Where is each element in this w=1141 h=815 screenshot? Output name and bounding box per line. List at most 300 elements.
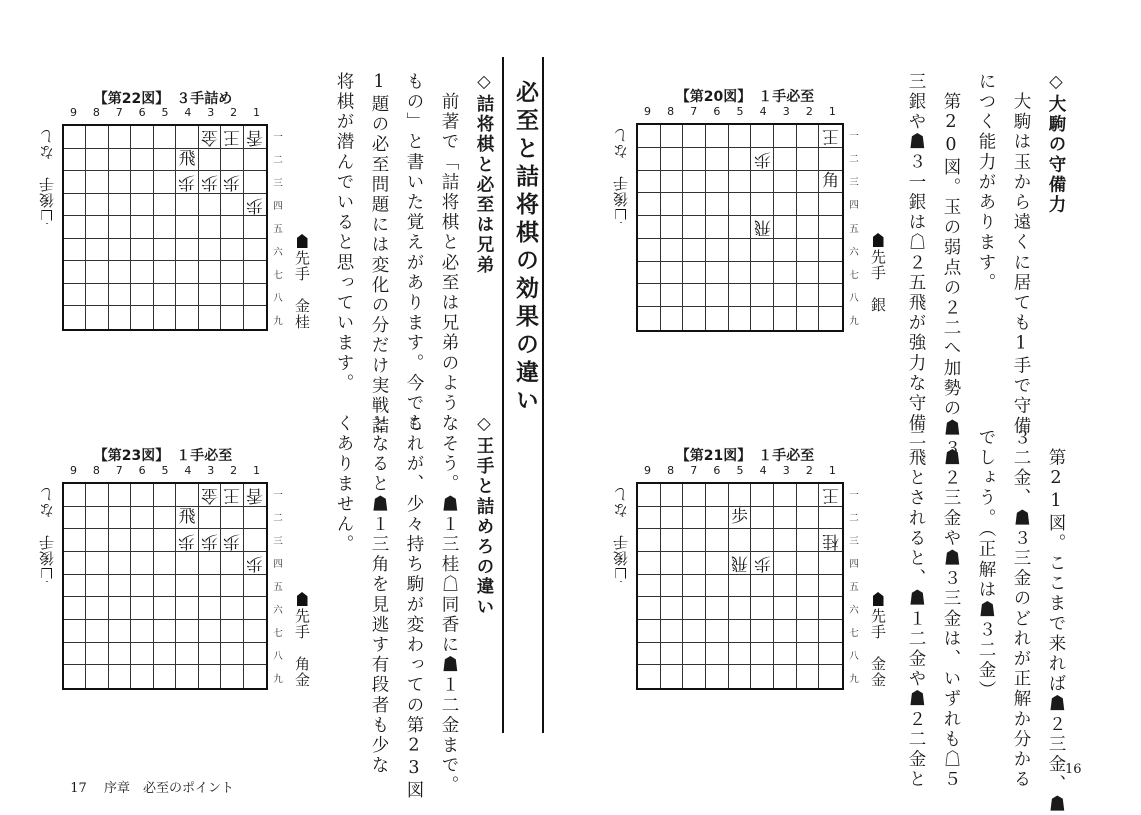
piece-gote: 王 (223, 127, 241, 148)
page-number-right: 16 (1065, 762, 1082, 777)
board-square (176, 665, 198, 688)
board-square (661, 216, 684, 239)
board-square (661, 307, 684, 330)
board-square (661, 148, 684, 171)
board-square (154, 261, 176, 284)
board-square (221, 239, 243, 262)
board-square (109, 552, 131, 575)
board-square (774, 148, 797, 171)
board-square (154, 597, 176, 620)
gote-pieces-in-hand: なし (38, 128, 56, 160)
board-square (64, 620, 86, 643)
diagram-title: 【第22図】 ３手詰め (93, 91, 233, 107)
board-square (751, 529, 774, 552)
board-square (244, 484, 266, 507)
sente-hand (868, 592, 889, 688)
board-square (706, 575, 729, 598)
file-label: 7 (690, 464, 698, 477)
board-square (176, 484, 198, 507)
board-square (86, 665, 108, 688)
board-square (131, 239, 153, 262)
board-square (176, 507, 198, 530)
board-square (706, 216, 729, 239)
board-square (131, 529, 153, 552)
board-square (221, 171, 243, 194)
rank-label: 九 (849, 316, 859, 328)
chapter-title: 必至のポイント (142, 781, 234, 796)
chapter-label: 序章 (103, 781, 130, 796)
board-square (199, 597, 221, 620)
board-square (154, 529, 176, 552)
rank-label: 五 (849, 223, 859, 235)
board-square (774, 665, 797, 688)
piece-gote: 金 (200, 485, 218, 506)
sente-label: 先手 (293, 250, 311, 282)
board-square (221, 216, 243, 239)
board-square (819, 216, 842, 239)
board-square (683, 507, 706, 530)
board-square (199, 507, 221, 530)
board-square (819, 552, 842, 575)
board-square (86, 643, 108, 666)
board-square (244, 507, 266, 530)
sente-mark-icon (873, 233, 884, 247)
file-label: 2 (805, 464, 813, 477)
rank-label: 六 (849, 246, 859, 258)
file-label: 1 (253, 464, 261, 477)
board-square (244, 126, 266, 149)
board-square (176, 171, 198, 194)
section-heading: ◇詰将棋と必至は兄弟 (474, 72, 494, 276)
board-square (774, 620, 797, 643)
file-label: 8 (667, 464, 675, 477)
board-square (176, 149, 198, 172)
board-square (729, 484, 752, 507)
file-label: 4 (184, 106, 192, 119)
board-square (109, 484, 131, 507)
board-square (199, 552, 221, 575)
rank-label: 一 (273, 131, 283, 143)
board-square (797, 171, 820, 194)
board-square (109, 575, 131, 598)
rank-label: 五 (849, 582, 859, 593)
board-square (221, 194, 243, 217)
board-square (154, 507, 176, 530)
board-square (176, 239, 198, 262)
sente-pieces-in-hand: 金桂 (293, 298, 311, 330)
file-label: 2 (230, 464, 238, 477)
board-square (797, 284, 820, 307)
file-label: 9 (644, 105, 652, 118)
board-square (706, 171, 729, 194)
board-square (638, 307, 661, 330)
board-square (638, 529, 661, 552)
gote-mark-icon (616, 568, 627, 582)
board-square (154, 239, 176, 262)
board-square (154, 643, 176, 666)
file-label: 5 (161, 464, 169, 477)
board-square (774, 171, 797, 194)
board-square (131, 575, 153, 598)
rank-label: 八 (849, 651, 859, 663)
rank-label: 八 (273, 651, 283, 663)
board-square (683, 125, 706, 148)
board-square (706, 239, 729, 262)
board-square (154, 665, 176, 688)
board-square (244, 239, 266, 262)
rank-label: 五 (273, 223, 283, 235)
board-square (244, 575, 266, 598)
board-square (86, 507, 108, 530)
board-square (661, 484, 684, 507)
board-square (706, 284, 729, 307)
board-square (638, 665, 661, 688)
rank-label: 六 (849, 605, 859, 617)
board-square (221, 620, 243, 643)
section-heading: ◇王手と詰めろの違い (474, 414, 494, 618)
board-square (199, 216, 221, 239)
board-square (221, 126, 243, 149)
rank-label: 七 (273, 269, 283, 281)
board-square (797, 148, 820, 171)
board-square (797, 620, 820, 643)
board-square (729, 216, 752, 239)
board-square (683, 262, 706, 285)
board-square (109, 239, 131, 262)
shogi-board (62, 482, 268, 690)
board-square (64, 484, 86, 507)
board-square (751, 507, 774, 530)
board-square (199, 194, 221, 217)
board-square (819, 484, 842, 507)
board-square (199, 643, 221, 666)
board-square (221, 643, 243, 666)
board-square (176, 643, 198, 666)
rank-label: 二 (849, 512, 859, 524)
board-square (86, 575, 108, 598)
sente-mark-icon (297, 592, 308, 606)
board-square (751, 307, 774, 330)
board-square (154, 284, 176, 307)
board-square (131, 149, 153, 172)
diagram-title: 【第23図】 １手必至 (93, 448, 233, 464)
board-square (154, 484, 176, 507)
board-square (638, 216, 661, 239)
file-label: 8 (92, 106, 100, 119)
board-square (797, 307, 820, 330)
board-square (819, 125, 842, 148)
piece-gote: 金 (200, 127, 218, 148)
board-square (199, 126, 221, 149)
sente-hand (292, 592, 313, 688)
board-square (244, 171, 266, 194)
board-square (64, 665, 86, 688)
board-square (64, 597, 86, 620)
board-square (199, 529, 221, 552)
text-column: ３二金、☗３三金のどれが正解か分かる (1011, 428, 1031, 790)
board-square (774, 643, 797, 666)
board-square (64, 149, 86, 172)
board-square (109, 306, 131, 329)
sente-mark-icon (873, 592, 884, 606)
shogi-board (636, 123, 844, 332)
board-square (683, 171, 706, 194)
piece-gote: 王 (223, 485, 241, 506)
board-square (109, 126, 131, 149)
board-square (199, 484, 221, 507)
sente-label: 先手 (293, 608, 311, 640)
file-label: 2 (230, 106, 238, 119)
board-square (221, 665, 243, 688)
board-square (131, 261, 153, 284)
board-square (683, 193, 706, 216)
gote-label: 後手 (612, 175, 630, 207)
file-label: 4 (184, 464, 192, 477)
file-label: 5 (736, 464, 744, 477)
board-square (221, 597, 243, 620)
board-square (751, 239, 774, 262)
board-square (729, 262, 752, 285)
board-square (706, 529, 729, 552)
board-square (638, 284, 661, 307)
rank-label: 二 (273, 512, 283, 524)
board-square (751, 643, 774, 666)
board-square (86, 284, 108, 307)
board-square (176, 126, 198, 149)
board-square (176, 306, 198, 329)
footer-left (62, 762, 234, 796)
board-square (774, 262, 797, 285)
board-square (729, 171, 752, 194)
board-square (683, 484, 706, 507)
board-square (638, 643, 661, 666)
gote-pieces-in-hand: なし (612, 127, 630, 159)
board-square (64, 261, 86, 284)
board-square (86, 171, 108, 194)
board-square (706, 620, 729, 643)
board-square (819, 507, 842, 530)
file-label: 5 (161, 106, 169, 119)
board-square (154, 126, 176, 149)
board-square (683, 529, 706, 552)
file-label: 1 (253, 106, 261, 119)
board-square (683, 284, 706, 307)
board-square (683, 643, 706, 666)
file-label: 9 (69, 106, 77, 119)
board-square (221, 529, 243, 552)
board-square (797, 597, 820, 620)
rank-label: 一 (849, 130, 859, 142)
board-square (819, 643, 842, 666)
text-column: 三銀や☗３一銀は☖２五飛が強力な守備 (906, 72, 926, 434)
board-square (86, 194, 108, 217)
board-square (797, 193, 820, 216)
board-square (199, 171, 221, 194)
piece-gote: 歩 (246, 194, 264, 215)
board-square (751, 575, 774, 598)
piece-sente: 角 (822, 170, 840, 191)
text-column: 前著で「詰将棋と必至は兄弟のような (439, 72, 459, 434)
board-square (729, 643, 752, 666)
piece-gote: 王 (822, 126, 840, 147)
board-square (638, 125, 661, 148)
board-square (751, 148, 774, 171)
divider-rule-right (542, 57, 544, 733)
board-square (683, 620, 706, 643)
text-column: でしょう。（正解は☗３二金） (976, 428, 996, 701)
file-label: 1 (828, 105, 836, 118)
piece-gote: 桂 (822, 530, 840, 551)
rank-label: 九 (273, 315, 283, 327)
text-column: そう。☗１三桂☖同香に☗１二金まで。 (439, 414, 459, 796)
board-square (176, 216, 198, 239)
board-square (154, 194, 176, 217)
file-label: 3 (207, 106, 215, 119)
board-square (109, 507, 131, 530)
board-square (706, 597, 729, 620)
file-label: 6 (138, 106, 146, 119)
board-square (131, 643, 153, 666)
board-square (131, 552, 153, 575)
rank-label: 八 (849, 293, 859, 305)
board-square (199, 239, 221, 262)
sente-mark-icon (297, 234, 308, 248)
sente-hand (292, 234, 313, 330)
piece-gote: 飛 (753, 217, 771, 238)
board-square (706, 643, 729, 666)
gote-pieces-in-hand: なし (612, 486, 630, 518)
board-square (751, 484, 774, 507)
board-square (638, 620, 661, 643)
board-square (819, 284, 842, 307)
board-square (86, 529, 108, 552)
piece-gote: 歩 (223, 530, 241, 551)
board-square (244, 597, 266, 620)
gote-label: 後手 (612, 534, 630, 566)
board-square (774, 284, 797, 307)
file-label: 4 (759, 464, 767, 477)
board-square (661, 665, 684, 688)
board-square (154, 171, 176, 194)
piece-sente: 歩 (730, 506, 748, 527)
board-square (131, 665, 153, 688)
piece-gote: 香 (246, 127, 264, 148)
file-label: 5 (736, 105, 744, 118)
board-square (751, 552, 774, 575)
rank-label: 三 (273, 535, 283, 547)
board-square (819, 262, 842, 285)
board-square (819, 193, 842, 216)
board-square (797, 575, 820, 598)
board-square (176, 575, 198, 598)
board-square (706, 148, 729, 171)
board-square (109, 529, 131, 552)
board-square (221, 552, 243, 575)
board-square (109, 597, 131, 620)
board-square (131, 306, 153, 329)
sente-pieces-in-hand: 金金 (869, 656, 887, 688)
board-square (751, 262, 774, 285)
gote-hand (36, 486, 57, 582)
board-square (797, 239, 820, 262)
rank-label: 五 (273, 582, 283, 593)
board-square (244, 643, 266, 666)
board-square (706, 507, 729, 530)
board-square (774, 125, 797, 148)
file-label: 4 (759, 105, 767, 118)
board-square (661, 171, 684, 194)
board-square (154, 552, 176, 575)
board-square (661, 529, 684, 552)
board-square (244, 261, 266, 284)
board-square (131, 484, 153, 507)
board-square (244, 284, 266, 307)
board-square (638, 484, 661, 507)
board-square (729, 239, 752, 262)
board-square (64, 126, 86, 149)
board-square (661, 620, 684, 643)
board-square (86, 552, 108, 575)
board-square (131, 216, 153, 239)
board-square (638, 552, 661, 575)
board-square (176, 261, 198, 284)
board-square (751, 284, 774, 307)
board-square (109, 643, 131, 666)
board-square (751, 665, 774, 688)
board-square (751, 193, 774, 216)
rank-label: 四 (273, 200, 283, 212)
piece-gote: 飛 (730, 553, 748, 574)
file-label: 7 (115, 464, 123, 477)
file-label: 7 (115, 106, 123, 119)
board-square (86, 216, 108, 239)
board-square (176, 529, 198, 552)
board-square (199, 620, 221, 643)
board-square (244, 552, 266, 575)
board-square (86, 261, 108, 284)
board-square (774, 239, 797, 262)
board-square (64, 216, 86, 239)
board-square (154, 306, 176, 329)
board-square (706, 125, 729, 148)
board-square (244, 306, 266, 329)
board-square (683, 552, 706, 575)
board-square (86, 597, 108, 620)
board-square (797, 643, 820, 666)
text-column: 第21図。ここまで来れば☗２三金、☗ (1046, 428, 1066, 815)
board-square (797, 484, 820, 507)
board-square (244, 665, 266, 688)
board-square (729, 597, 752, 620)
divider-rule-left (502, 57, 504, 733)
board-square (638, 239, 661, 262)
section-heading: ◇大駒の守備力 (1046, 72, 1066, 216)
board-square (661, 507, 684, 530)
board-square (774, 484, 797, 507)
board-square (683, 148, 706, 171)
gote-hand (36, 128, 57, 224)
board-square (683, 575, 706, 598)
board-square (109, 665, 131, 688)
gote-label: 後手 (38, 176, 56, 208)
board-square (244, 529, 266, 552)
board-square (774, 307, 797, 330)
board-square (64, 575, 86, 598)
board-square (797, 125, 820, 148)
board-square (244, 149, 266, 172)
text-column: くありません。 (334, 414, 354, 555)
board-square (661, 575, 684, 598)
